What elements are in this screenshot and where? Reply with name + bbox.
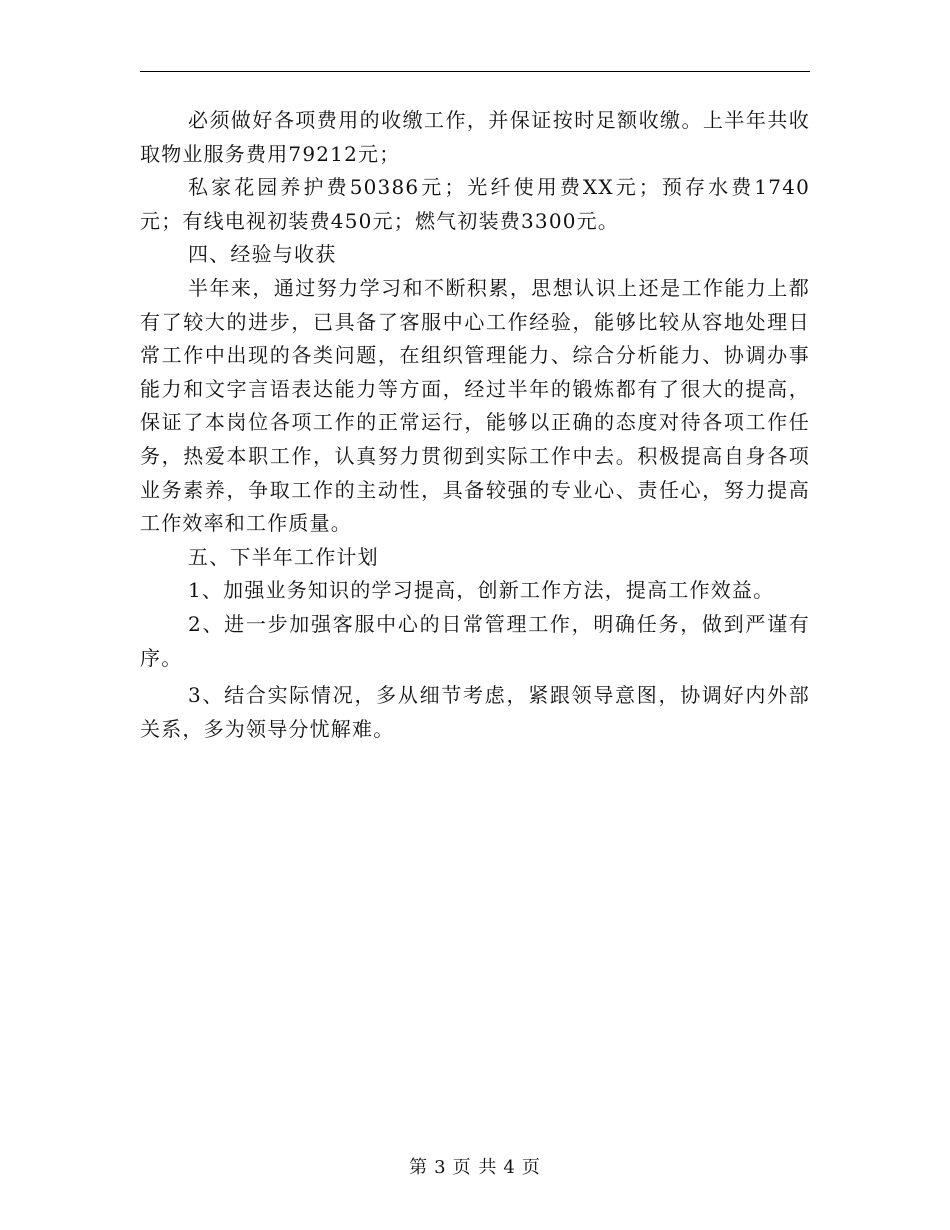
plan-item-3: 3、结合实际情况，多从细节考虑，紧跟领导意图，协调好内外部关系，多为领导分忧解难。 (140, 683, 810, 741)
plan-item-2: 2、进一步加强客服中心的日常管理工作，明确任务，做到严谨有序。 (140, 611, 810, 670)
paragraph-experience: 半年来，通过努力学习和不断积累，思想认识上还是工作能力上都有了较大的进步，已具备了客服中心工作经验，能够比较从容地处理日常工作中出现的各类问题，在组织管理能力、综合分析能力、协调办事能力和文字言语表达能力等方面，经过半年的锻炼都有了很大的提高，保证了本岗位各项工作的正常运行，能够以正确的态度对待各项工作任务，热爱本职工作，认真努力贯彻到实际工作中去。积极提高自身各项业务素养，争取工作的主动性，具备较强的专业心、责任心，努力提高工作效率和工作质量。 (140, 275, 810, 536)
footer-prefix: 第 (409, 1157, 429, 1178)
document-body (140, 104, 810, 746)
paragraph-fee-collection: 必须做好各项费用的收缴工作，并保证按时足额收缴。上半年共收取物业服务费用79212元； (140, 108, 810, 166)
footer-middle: 页 共 (452, 1157, 498, 1178)
page-number-footer (0, 1153, 950, 1179)
footer-current-page: 3 (434, 1157, 447, 1178)
paragraph-fee-details: 私家花园养护费50386元；光纤使用费XX元；预存水费1740元；有线电视初装费450元；燃气初装费3300元。 (140, 175, 810, 233)
section-heading-plan: 五、下半年工作计划 (188, 544, 379, 569)
section-heading-experience: 四、经验与收获 (188, 242, 337, 267)
plan-item-1: 1、加强业务知识的学习提高，创新工作方法，提高工作效益。 (188, 578, 775, 603)
footer-total-pages: 4 (503, 1157, 516, 1178)
header-rule (140, 71, 810, 72)
footer-suffix: 页 (521, 1157, 541, 1178)
